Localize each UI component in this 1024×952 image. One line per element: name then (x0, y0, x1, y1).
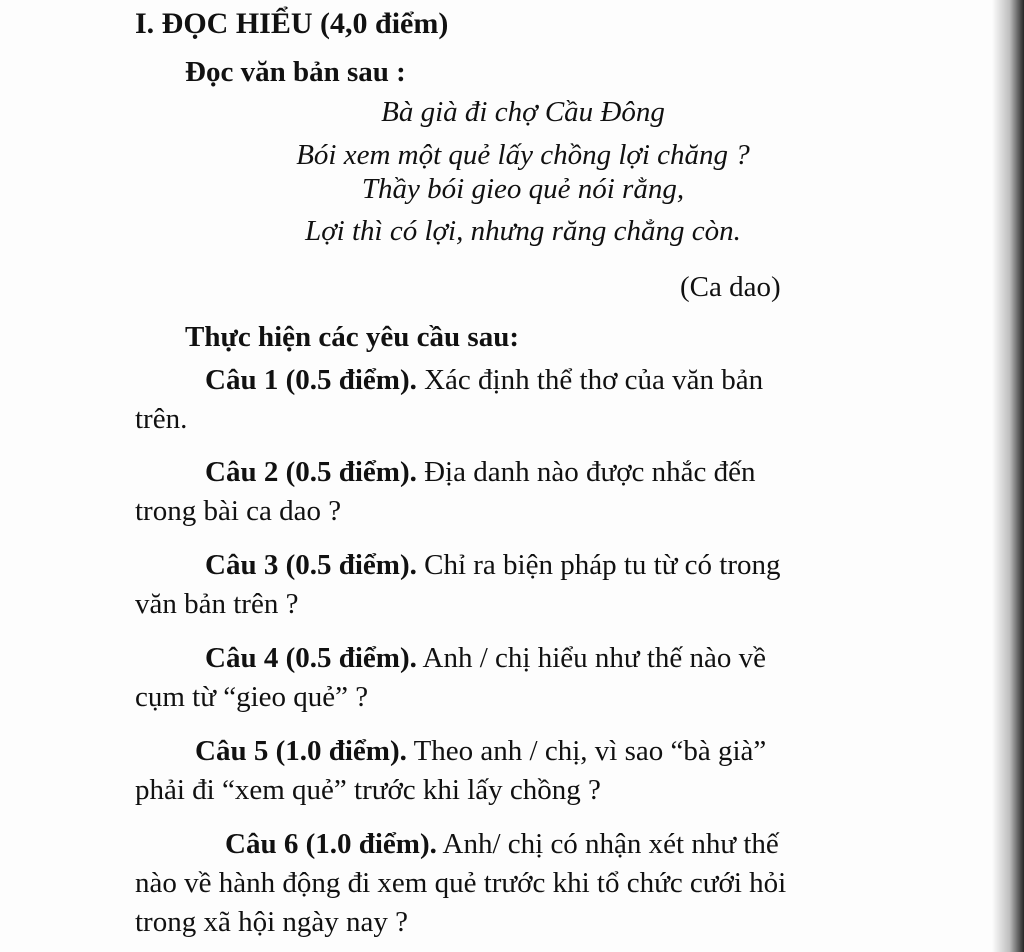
question-4-label: Câu 4 (0.5 điểm). (205, 642, 417, 674)
question-6-label: Câu 6 (1.0 điểm). (225, 828, 437, 860)
question-3-text: Chỉ ra biện pháp tu từ có trong (416, 549, 781, 581)
reading-instruction: Đọc văn bản sau : (185, 56, 406, 88)
question-4-continuation: cụm từ “gieo quẻ” ? (135, 681, 369, 713)
poem-line-4: Lợi thì có lợi, nhưng răng chẳng còn. (305, 215, 741, 247)
question-6-continuation: nào về hành động đi xem quẻ trước khi tổ chức cưới hỏi (135, 867, 787, 899)
question-6 (225, 827, 779, 862)
poem-line-3: Thầy bói gieo quẻ nói rằng, (361, 173, 685, 205)
question-2-label: Câu 2 (0.5 điểm). (205, 456, 417, 488)
question-5 (195, 734, 766, 769)
question-3 (205, 548, 781, 583)
question-2-text: Địa danh nào được nhắc đến (416, 456, 756, 488)
question-2-continuation: trong bài ca dao ? (135, 495, 342, 527)
question-4-text: Anh / chị hiểu như thế nào về (416, 642, 767, 674)
poem-line-1: Bà già đi chợ Cầu Đông (381, 96, 665, 128)
question-1 (205, 363, 763, 398)
poem-source: (Ca dao) (680, 271, 781, 303)
question-1-label: Câu 1 (0.5 điểm). (205, 364, 417, 396)
page-edge-shadow (992, 0, 1024, 952)
question-5-text: Theo anh / chị, vì sao “bà già” (406, 735, 767, 767)
question-3-continuation: văn bản trên ? (135, 588, 299, 620)
question-4 (205, 641, 766, 676)
question-2 (205, 455, 756, 490)
question-6-text: Anh/ chị có nhận xét như thế (436, 828, 779, 860)
question-6-continuation-2: trong xã hội ngày nay ? (135, 906, 409, 938)
question-5-label: Câu 5 (1.0 điểm). (195, 735, 407, 767)
question-5-continuation: phải đi “xem quẻ” trước khi lấy chồng ? (135, 774, 601, 806)
poem-line-2: Bói xem một quẻ lấy chồng lợi chăng ? (296, 139, 750, 171)
question-1-text: Xác định thể thơ của văn bản (416, 364, 764, 396)
question-3-label: Câu 3 (0.5 điểm). (205, 549, 417, 581)
tasks-heading: Thực hiện các yêu cầu sau: (185, 321, 519, 353)
section-heading: I. ĐỌC HIỂU (4,0 điểm) (135, 7, 449, 40)
question-1-continuation: trên. (135, 403, 188, 435)
